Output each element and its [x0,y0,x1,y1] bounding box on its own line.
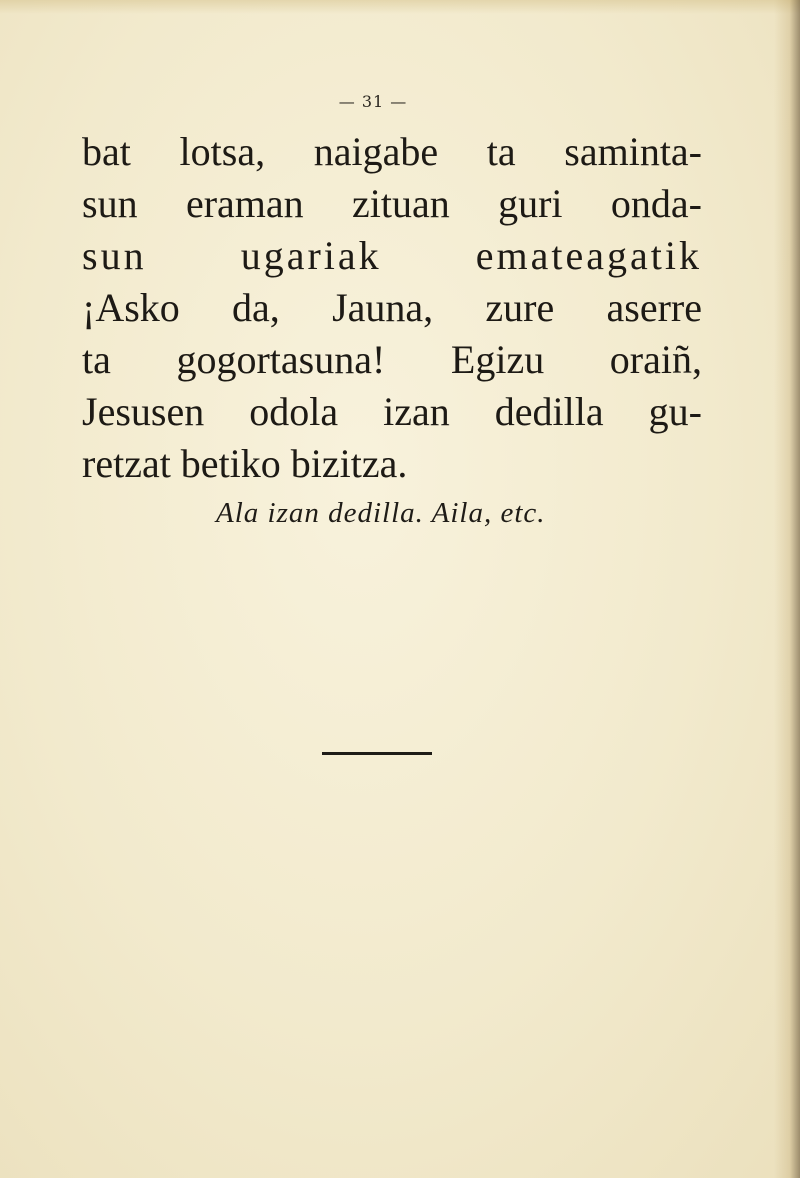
closing-prayer: Ala izan dedilla. Aila, etc. [216,497,546,529]
text-line: Jesusen odola izan dedilla gu- [82,389,702,434]
body-paragraph [82,126,702,490]
text-line: retzat betiko bizitza. [82,441,408,486]
text-line: sun eraman zituan guri onda- [82,181,702,226]
page-top-shadow [0,0,800,14]
text-line: ¡Asko da, Jauna, zure aserre [82,285,702,330]
page-edge-shadow [774,0,800,1178]
page-number: — 31 — [338,92,408,111]
text-line: sun ugariak emateagatik [82,233,702,278]
text-line: bat lotsa, naigabe ta saminta- [82,129,702,174]
text-line: ta gogortasuna! Egizu oraiñ, [82,337,702,382]
section-divider [322,752,432,755]
